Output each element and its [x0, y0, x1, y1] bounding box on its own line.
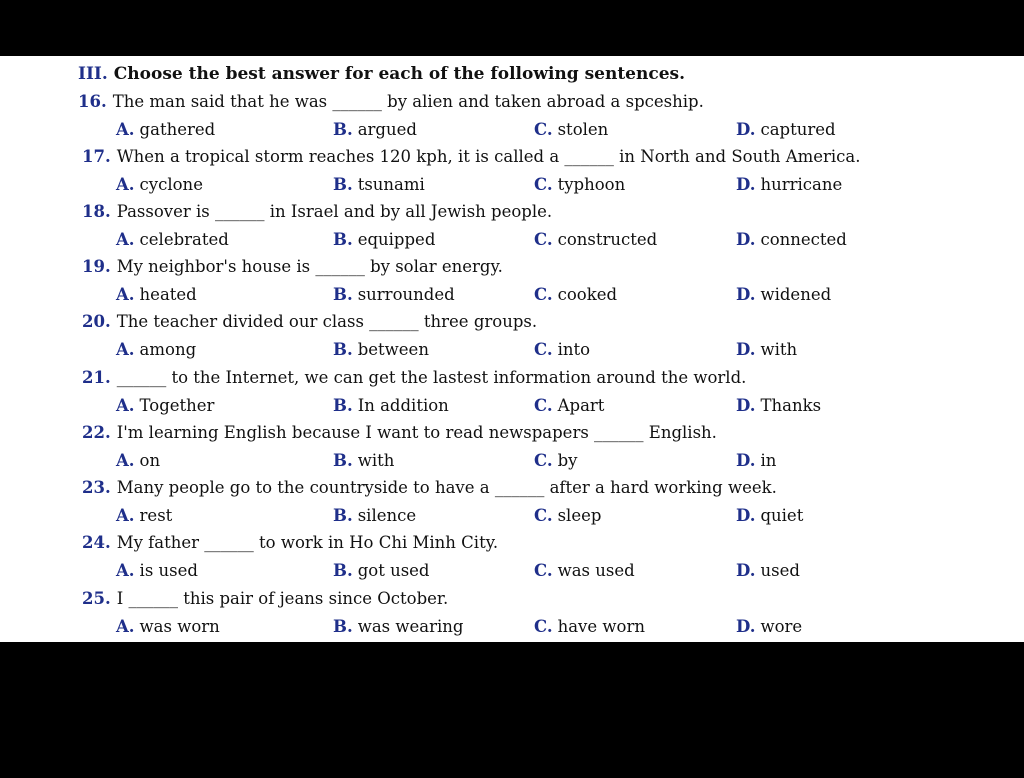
bottom-black-bar	[0, 642, 1024, 778]
option-letter: D.	[736, 451, 756, 470]
option-b[interactable]	[333, 451, 394, 471]
option-b[interactable]	[333, 340, 429, 360]
option-text: with	[760, 340, 798, 359]
option-text: constructed	[557, 230, 658, 249]
option-text: cooked	[557, 285, 618, 304]
question-stem	[82, 202, 552, 222]
option-letter: B.	[333, 396, 353, 415]
option-d[interactable]	[736, 230, 847, 250]
option-text: is used	[139, 561, 198, 580]
option-b[interactable]	[333, 506, 416, 526]
option-d[interactable]	[736, 451, 776, 471]
option-c[interactable]	[534, 617, 645, 637]
question-stem	[82, 147, 861, 167]
question-25	[0, 589, 1024, 642]
option-text: widened	[760, 285, 832, 304]
option-text: Apart	[557, 396, 605, 415]
option-letter: C.	[534, 506, 553, 525]
option-a[interactable]	[116, 230, 229, 250]
question-number: 17.	[82, 147, 111, 166]
option-d[interactable]	[736, 120, 836, 140]
option-letter: C.	[534, 340, 553, 359]
question-text: When a tropical storm reaches 120 kph, it is called a ______ in North and South America.	[116, 147, 861, 166]
question-17	[0, 147, 1024, 203]
option-b[interactable]	[333, 175, 425, 195]
option-c[interactable]	[534, 396, 604, 416]
option-a[interactable]	[116, 340, 196, 360]
option-b[interactable]	[333, 396, 449, 416]
question-24	[0, 533, 1024, 589]
option-a[interactable]	[116, 561, 198, 581]
question-text: I'm learning English because I want to read newspapers ______ English.	[116, 423, 717, 442]
option-text: captured	[760, 120, 836, 139]
option-letter: B.	[333, 340, 353, 359]
option-text: gathered	[139, 120, 216, 139]
option-text: wore	[760, 617, 803, 636]
question-number: 20.	[82, 312, 111, 331]
option-text: stolen	[557, 120, 609, 139]
question-stem	[78, 92, 704, 112]
option-letter: D.	[736, 506, 756, 525]
option-letter: B.	[333, 175, 353, 194]
option-letter: A.	[116, 120, 135, 139]
option-letter: B.	[333, 617, 353, 636]
question-stem	[82, 257, 503, 277]
option-a[interactable]	[116, 175, 203, 195]
option-letter: C.	[534, 451, 553, 470]
option-letter: A.	[116, 285, 135, 304]
option-d[interactable]	[736, 340, 797, 360]
option-letter: A.	[116, 396, 135, 415]
section-title: Choose the best answer for each of the following sentences.	[113, 64, 686, 84]
section-number: III.	[78, 64, 108, 84]
option-a[interactable]	[116, 506, 172, 526]
option-letter: A.	[116, 617, 135, 636]
option-text: In addition	[357, 396, 449, 415]
option-letter: D.	[736, 396, 756, 415]
question-text: Many people go to the countryside to have a ______ after a hard working week.	[116, 478, 777, 497]
option-d[interactable]	[736, 396, 821, 416]
option-text: was wearing	[357, 617, 464, 636]
option-letter: D.	[736, 120, 756, 139]
option-c[interactable]	[534, 230, 657, 250]
option-a[interactable]	[116, 396, 214, 416]
question-number: 21.	[82, 368, 111, 387]
option-text: rest	[139, 506, 173, 525]
option-text: with	[357, 451, 395, 470]
option-letter: A.	[116, 561, 135, 580]
option-letter: A.	[116, 506, 135, 525]
option-text: silence	[357, 506, 417, 525]
option-text: connected	[760, 230, 847, 249]
question-text: The man said that he was ______ by alien and taken abroad a spceship.	[112, 92, 704, 111]
option-c[interactable]	[534, 451, 577, 471]
option-letter: C.	[534, 617, 553, 636]
option-letter: D.	[736, 340, 756, 359]
option-a[interactable]	[116, 120, 215, 140]
option-b[interactable]	[333, 617, 463, 637]
option-letter: C.	[534, 230, 553, 249]
option-letter: D.	[736, 230, 756, 249]
option-letter: C.	[534, 120, 553, 139]
option-d[interactable]	[736, 175, 842, 195]
option-a[interactable]	[116, 285, 197, 305]
option-letter: C.	[534, 396, 553, 415]
option-text: sleep	[557, 506, 602, 525]
option-text: celebrated	[139, 230, 229, 249]
question-number: 16.	[78, 92, 107, 111]
option-letter: D.	[736, 285, 756, 304]
option-letter: A.	[116, 340, 135, 359]
option-text: tsunami	[357, 175, 425, 194]
question-stem	[82, 589, 448, 609]
option-a[interactable]	[116, 451, 160, 471]
option-letter: B.	[333, 506, 353, 525]
option-letter: D.	[736, 561, 756, 580]
option-text: got used	[357, 561, 430, 580]
question-text: The teacher divided our class ______ three groups.	[116, 312, 538, 331]
option-d[interactable]	[736, 617, 802, 637]
question-16	[0, 92, 1024, 148]
option-text: equipped	[357, 230, 436, 249]
option-letter: C.	[534, 561, 553, 580]
option-text: surrounded	[357, 285, 455, 304]
option-c[interactable]	[534, 340, 590, 360]
option-text: quiet	[760, 506, 804, 525]
option-c[interactable]	[534, 120, 608, 140]
question-text: My neighbor's house is ______ by solar energy.	[116, 257, 503, 276]
option-text: into	[557, 340, 591, 359]
worksheet-page	[0, 56, 1024, 642]
option-letter: A.	[116, 451, 135, 470]
option-letter: B.	[333, 230, 353, 249]
question-text: Passover is ______ in Israel and by all Jewish people.	[116, 202, 553, 221]
option-letter: D.	[736, 617, 756, 636]
question-text: I ______ this pair of jeans since October.	[116, 589, 449, 608]
option-letter: B.	[333, 120, 353, 139]
option-text: typhoon	[557, 175, 626, 194]
option-letter: B.	[333, 561, 353, 580]
option-text: heated	[139, 285, 197, 304]
question-18	[0, 202, 1024, 258]
option-b[interactable]	[333, 120, 417, 140]
question-20	[0, 312, 1024, 368]
question-text: ______ to the Internet, we can get the lastest information around the world.	[116, 368, 747, 387]
option-letter: C.	[534, 175, 553, 194]
option-letter: B.	[333, 285, 353, 304]
question-number: 25.	[82, 589, 111, 608]
option-text: argued	[357, 120, 417, 139]
option-a[interactable]	[116, 617, 220, 637]
option-letter: A.	[116, 230, 135, 249]
option-c[interactable]	[534, 561, 635, 581]
question-stem	[82, 478, 777, 498]
question-stem	[82, 312, 537, 332]
question-23	[0, 478, 1024, 534]
section-heading	[78, 64, 685, 84]
question-stem	[82, 423, 717, 443]
option-letter: C.	[534, 285, 553, 304]
question-stem	[82, 368, 746, 388]
option-text: between	[357, 340, 429, 359]
option-text: Together	[139, 396, 215, 415]
question-21	[0, 368, 1024, 424]
option-text: Thanks	[760, 396, 822, 415]
option-c[interactable]	[534, 285, 617, 305]
question-number: 18.	[82, 202, 111, 221]
option-b[interactable]	[333, 230, 435, 250]
question-22	[0, 423, 1024, 479]
question-text: My father ______ to work in Ho Chi Minh City.	[116, 533, 499, 552]
question-stem	[82, 533, 498, 553]
option-text: in	[760, 451, 777, 470]
option-text: on	[139, 451, 161, 470]
option-b[interactable]	[333, 561, 430, 581]
option-c[interactable]	[534, 175, 625, 195]
option-text: was worn	[139, 617, 220, 636]
option-d[interactable]	[736, 561, 800, 581]
option-text: cyclone	[139, 175, 203, 194]
option-text: by	[557, 451, 578, 470]
question-number: 24.	[82, 533, 111, 552]
question-number: 23.	[82, 478, 111, 497]
option-text: hurricane	[760, 175, 843, 194]
option-c[interactable]	[534, 506, 601, 526]
option-text: used	[760, 561, 800, 580]
option-letter: D.	[736, 175, 756, 194]
question-number: 19.	[82, 257, 111, 276]
option-text: among	[139, 340, 197, 359]
question-number: 22.	[82, 423, 111, 442]
option-d[interactable]	[736, 285, 831, 305]
option-d[interactable]	[736, 506, 803, 526]
option-text: have worn	[557, 617, 645, 636]
option-letter: B.	[333, 451, 353, 470]
question-19	[0, 257, 1024, 313]
option-letter: A.	[116, 175, 135, 194]
option-b[interactable]	[333, 285, 455, 305]
option-text: was used	[557, 561, 635, 580]
